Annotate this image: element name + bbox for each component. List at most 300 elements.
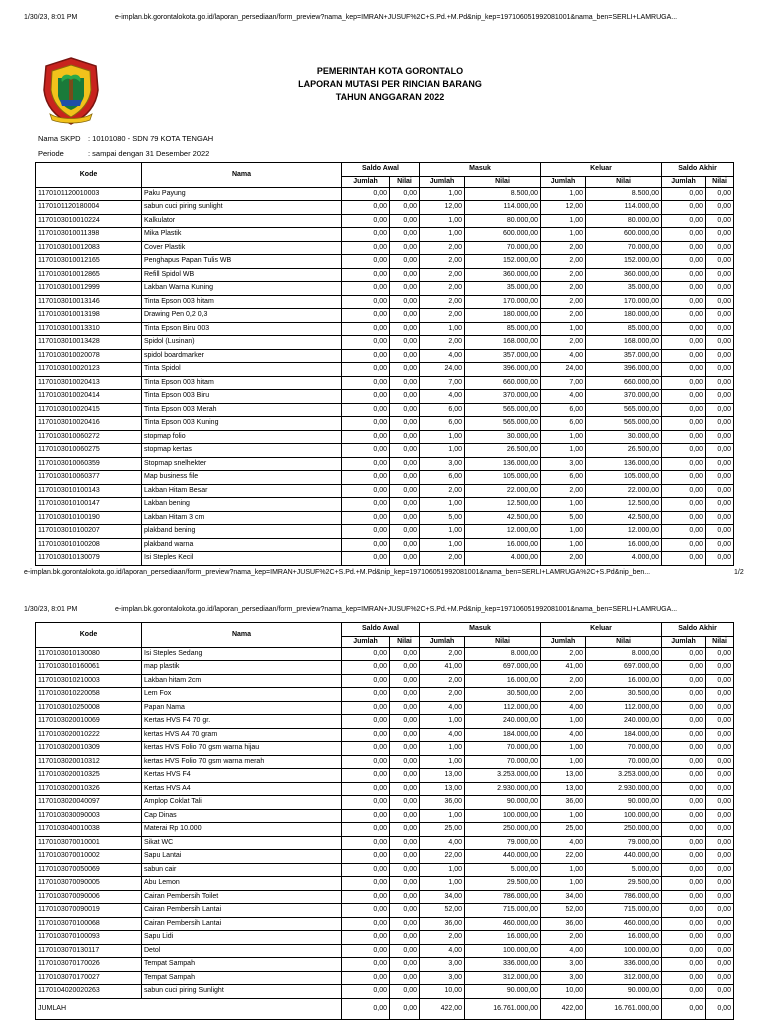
cell-value: 370.000,00: [586, 390, 662, 404]
report-title-line2: LAPORAN MUTASI PER RINCIAN BARANG: [298, 79, 482, 89]
cell-value: 0,00: [342, 241, 390, 255]
cell-value: 0,00: [342, 931, 390, 945]
cell-value: 0,00: [390, 728, 420, 742]
cell-value: 2,00: [541, 931, 586, 945]
cell-nama: Spidol (Lusinan): [142, 336, 342, 350]
cell-value: 0,00: [342, 877, 390, 891]
cell-value: 16.000,00: [465, 931, 541, 945]
cell-kode: 1170103040010038: [36, 823, 142, 837]
cell-value: 1,00: [541, 742, 586, 756]
cell-kode: 1170103010100143: [36, 484, 142, 498]
cell-value: 0,00: [662, 417, 706, 431]
col-saldo-awal: Saldo Awal: [342, 623, 420, 637]
cell-value: 0,00: [662, 430, 706, 444]
cell-kode: 1170103010130079: [36, 552, 142, 566]
cell-value: 0,00: [662, 647, 706, 661]
cell-value: 0,00: [706, 661, 734, 675]
table-row: [36, 511, 734, 525]
table-row: [36, 971, 734, 985]
cell-value: 0,00: [390, 228, 420, 242]
cell-value: 6,00: [541, 403, 586, 417]
cell-nama: sabun cuci piring sunlight: [142, 201, 342, 215]
cell-value: 25,00: [541, 823, 586, 837]
cell-value: 0,00: [390, 661, 420, 675]
cell-nama: Paku Payung: [142, 187, 342, 201]
col-keluar: Keluar: [541, 163, 662, 177]
cell-value: 2,00: [541, 647, 586, 661]
cell-value: 1,00: [420, 755, 465, 769]
cell-value: 4,00: [541, 701, 586, 715]
cell-value: 90.000,00: [586, 796, 662, 810]
jumlah-value: 0,00: [390, 998, 420, 1019]
cell-kode: 1170103020010326: [36, 782, 142, 796]
cell-nama: Kertas HVS F4: [142, 769, 342, 783]
cell-value: 0,00: [342, 701, 390, 715]
cell-value: 0,00: [662, 363, 706, 377]
cell-value: 0,00: [390, 917, 420, 931]
cell-value: 112.000,00: [586, 701, 662, 715]
cell-value: 0,00: [662, 538, 706, 552]
cell-value: 565.000,00: [586, 417, 662, 431]
cell-value: 0,00: [390, 403, 420, 417]
cell-value: 0,00: [390, 430, 420, 444]
table-row: [36, 390, 734, 404]
cell-value: 0,00: [662, 985, 706, 999]
cell-value: 0,00: [662, 525, 706, 539]
cell-value: 0,00: [390, 715, 420, 729]
cell-value: 80.000,00: [586, 214, 662, 228]
cell-value: 30.000,00: [465, 430, 541, 444]
cell-value: 0,00: [662, 511, 706, 525]
cell-kode: 1170103010020123: [36, 363, 142, 377]
col-jumlah: Jumlah: [662, 636, 706, 647]
cell-value: 136.000,00: [465, 457, 541, 471]
cell-value: 3.253.000,00: [465, 769, 541, 783]
cell-value: 0,00: [662, 309, 706, 323]
cell-value: 0,00: [662, 282, 706, 296]
cell-value: 5.000,00: [465, 863, 541, 877]
cell-nama: Tinta Epson 003 Kuning: [142, 417, 342, 431]
cell-value: 2,00: [541, 282, 586, 296]
cell-value: 180.000,00: [465, 309, 541, 323]
cell-value: 0,00: [706, 931, 734, 945]
cell-value: 0,00: [706, 376, 734, 390]
cell-value: 4,00: [541, 836, 586, 850]
cell-value: 90.000,00: [465, 985, 541, 999]
cell-value: 0,00: [706, 457, 734, 471]
cell-value: 0,00: [706, 836, 734, 850]
cell-value: 0,00: [706, 904, 734, 918]
cell-value: 2,00: [420, 484, 465, 498]
cell-value: 697.000,00: [586, 661, 662, 675]
cell-nama: sabun cuci piring Sunlight: [142, 985, 342, 999]
cell-kode: 1170103010013198: [36, 309, 142, 323]
cell-value: 0,00: [662, 769, 706, 783]
cell-nama: Tinta Epson Biru 003: [142, 322, 342, 336]
cell-value: 4,00: [420, 701, 465, 715]
cell-value: 2,00: [420, 336, 465, 350]
cell-nama: Abu Lemon: [142, 877, 342, 891]
table-row: [36, 850, 734, 864]
skpd-info: [38, 134, 213, 143]
cell-nama: Drawing Pen 0,2 0,3: [142, 309, 342, 323]
cell-value: 0,00: [390, 390, 420, 404]
cell-value: 0,00: [706, 769, 734, 783]
cell-value: 240.000,00: [586, 715, 662, 729]
cell-value: 1,00: [420, 715, 465, 729]
cell-value: 30.500,00: [465, 688, 541, 702]
table-row: [36, 471, 734, 485]
table-row: [36, 322, 734, 336]
cell-value: 100.000,00: [586, 809, 662, 823]
cell-value: 80.000,00: [465, 214, 541, 228]
cell-value: 786.000,00: [465, 890, 541, 904]
cell-kode: 1170103020040097: [36, 796, 142, 810]
jumlah-value: 422,00: [541, 998, 586, 1019]
jumlah-value: 0,00: [662, 998, 706, 1019]
cell-value: 1,00: [420, 498, 465, 512]
table-row: [36, 863, 734, 877]
cell-nama: Tinta Epson 003 Merah: [142, 403, 342, 417]
col-nilai: Nilai: [706, 176, 734, 187]
cell-value: 0,00: [706, 255, 734, 269]
cell-value: 5,00: [420, 511, 465, 525]
cell-kode: 1170103010250008: [36, 701, 142, 715]
table-row: [36, 214, 734, 228]
cell-nama: Penghapus Papan Tulis WB: [142, 255, 342, 269]
cell-value: 0,00: [342, 552, 390, 566]
jumlah-value: 0,00: [706, 998, 734, 1019]
cell-kode: 1170103070170026: [36, 958, 142, 972]
cell-value: 0,00: [662, 877, 706, 891]
cell-value: 0,00: [390, 823, 420, 837]
cell-value: 0,00: [662, 376, 706, 390]
cell-value: 0,00: [342, 688, 390, 702]
cell-value: 0,00: [706, 674, 734, 688]
cell-value: 240.000,00: [465, 715, 541, 729]
cell-value: 2,00: [541, 241, 586, 255]
cell-value: 2,00: [420, 688, 465, 702]
cell-value: 0,00: [706, 484, 734, 498]
cell-value: 0,00: [706, 715, 734, 729]
cell-value: 336.000,00: [586, 958, 662, 972]
col-kode: Kode: [36, 163, 142, 188]
cell-value: 0,00: [342, 823, 390, 837]
cell-value: 0,00: [706, 241, 734, 255]
cell-value: 0,00: [342, 904, 390, 918]
cell-value: 1,00: [420, 430, 465, 444]
cell-value: 0,00: [662, 917, 706, 931]
cell-value: 0,00: [390, 187, 420, 201]
cell-value: 0,00: [662, 836, 706, 850]
cell-value: 0,00: [390, 268, 420, 282]
cell-value: 0,00: [662, 336, 706, 350]
cell-value: 4,00: [420, 944, 465, 958]
cell-value: 70.000,00: [465, 742, 541, 756]
cell-value: 114.000,00: [465, 201, 541, 215]
cell-value: 0,00: [706, 850, 734, 864]
table-row: [36, 201, 734, 215]
table-row: [36, 295, 734, 309]
cell-value: 0,00: [342, 917, 390, 931]
cell-value: 0,00: [342, 836, 390, 850]
col-saldo-akhir: Saldo Akhir: [662, 623, 734, 637]
cell-value: 0,00: [390, 782, 420, 796]
cell-kode: 1170103010020414: [36, 390, 142, 404]
cell-value: 0,00: [662, 484, 706, 498]
col-jumlah: Jumlah: [342, 176, 390, 187]
table-row: [36, 715, 734, 729]
cell-nama: Isi Steples Kecil: [142, 552, 342, 566]
cell-value: 0,00: [342, 498, 390, 512]
cell-value: 0,00: [342, 417, 390, 431]
cell-kode: 1170103010100207: [36, 525, 142, 539]
cell-value: 0,00: [662, 322, 706, 336]
cell-value: 0,00: [342, 201, 390, 215]
cell-nama: Stopmap snelhekter: [142, 457, 342, 471]
cell-value: 600.000,00: [465, 228, 541, 242]
cell-value: 2,00: [420, 552, 465, 566]
cell-value: 4,00: [420, 728, 465, 742]
cell-value: 42.500,00: [465, 511, 541, 525]
cell-value: 0,00: [390, 498, 420, 512]
table-row: [36, 917, 734, 931]
cell-value: 4.000,00: [465, 552, 541, 566]
report-title-line1: PEMERINTAH KOTA GORONTALO: [316, 66, 464, 76]
cell-kode: 1170103010012865: [36, 268, 142, 282]
cell-kode: 1170103010020416: [36, 417, 142, 431]
cell-value: 0,00: [662, 228, 706, 242]
cell-nama: kertas HVS A4 70 gram: [142, 728, 342, 742]
cell-value: 22.000,00: [465, 484, 541, 498]
cell-value: 0,00: [342, 309, 390, 323]
cell-value: 0,00: [342, 525, 390, 539]
cell-value: 152.000,00: [465, 255, 541, 269]
cell-value: 4,00: [420, 836, 465, 850]
cell-value: 0,00: [390, 376, 420, 390]
cell-value: 0,00: [390, 471, 420, 485]
col-jumlah: Jumlah: [420, 176, 465, 187]
cell-value: 440.000,00: [586, 850, 662, 864]
cell-value: 1,00: [420, 444, 465, 458]
cell-value: 0,00: [342, 958, 390, 972]
cell-value: 0,00: [342, 809, 390, 823]
cell-value: 360.000,00: [586, 268, 662, 282]
cell-value: 100.000,00: [465, 809, 541, 823]
cell-value: 3.253.000,00: [586, 769, 662, 783]
col-jumlah: Jumlah: [541, 176, 586, 187]
cell-value: 786.000,00: [586, 890, 662, 904]
cell-value: 12,00: [420, 201, 465, 215]
table-row: [36, 498, 734, 512]
cell-value: 0,00: [390, 890, 420, 904]
cell-value: 396.000,00: [586, 363, 662, 377]
cell-value: 0,00: [390, 944, 420, 958]
cell-value: 0,00: [706, 444, 734, 458]
cell-value: 0,00: [342, 214, 390, 228]
table-row: [36, 904, 734, 918]
cell-nama: Lakban Hitam Besar: [142, 484, 342, 498]
cell-nama: kertas HVS Folio 70 gsm warna hijau: [142, 742, 342, 756]
cell-value: 2,00: [420, 295, 465, 309]
cell-value: 0,00: [342, 403, 390, 417]
table-row: [36, 809, 734, 823]
cell-value: 152.000,00: [586, 255, 662, 269]
table-row: [36, 661, 734, 675]
cell-value: 2,00: [541, 688, 586, 702]
col-nama: Nama: [142, 163, 342, 188]
cell-value: 0,00: [390, 525, 420, 539]
table-row: [36, 552, 734, 566]
cell-value: 0,00: [342, 363, 390, 377]
cell-value: 0,00: [342, 187, 390, 201]
cell-value: 1,00: [541, 322, 586, 336]
cell-value: 0,00: [662, 444, 706, 458]
cell-value: 0,00: [662, 674, 706, 688]
cell-value: 660.000,00: [586, 376, 662, 390]
cell-value: 184.000,00: [465, 728, 541, 742]
cell-nama: Lem Fox: [142, 688, 342, 702]
cell-value: 0,00: [342, 376, 390, 390]
cell-value: 2,00: [541, 309, 586, 323]
cell-value: 0,00: [390, 457, 420, 471]
cell-value: 22,00: [541, 850, 586, 864]
cell-kode: 1170103020010222: [36, 728, 142, 742]
cell-nama: Lakban Warna Kuning: [142, 282, 342, 296]
cell-value: 2,00: [420, 282, 465, 296]
cell-value: 0,00: [390, 538, 420, 552]
cell-value: 0,00: [662, 349, 706, 363]
cell-value: 16.000,00: [586, 538, 662, 552]
cell-value: 0,00: [706, 363, 734, 377]
cell-kode: 1170103010160061: [36, 661, 142, 675]
cell-value: 4,00: [420, 390, 465, 404]
cell-value: 3,00: [541, 958, 586, 972]
cell-value: 0,00: [662, 823, 706, 837]
cell-kode: 1170103010011398: [36, 228, 142, 242]
cell-nama: Papan Nama: [142, 701, 342, 715]
cell-kode: 1170103010012165: [36, 255, 142, 269]
col-nama: Nama: [142, 623, 342, 648]
cell-value: 0,00: [342, 282, 390, 296]
cell-value: 0,00: [390, 850, 420, 864]
cell-value: 0,00: [706, 877, 734, 891]
jumlah-label: JUMLAH: [36, 998, 342, 1019]
cell-value: 0,00: [662, 661, 706, 675]
skpd-label: Nama SKPD: [38, 134, 81, 143]
cell-value: 0,00: [662, 214, 706, 228]
table-row: [36, 444, 734, 458]
cell-value: 0,00: [706, 498, 734, 512]
cell-value: 0,00: [390, 647, 420, 661]
cell-kode: 1170103070010001: [36, 836, 142, 850]
cell-value: 0,00: [342, 944, 390, 958]
cell-value: 1,00: [541, 755, 586, 769]
cell-value: 2,00: [541, 268, 586, 282]
cell-value: 100.000,00: [465, 944, 541, 958]
col-jumlah: Jumlah: [541, 636, 586, 647]
cell-kode: 1170103010100190: [36, 511, 142, 525]
cell-value: 0,00: [390, 958, 420, 972]
cell-value: 0,00: [390, 985, 420, 999]
cell-kode: 1170103010060272: [36, 430, 142, 444]
table-row: [36, 228, 734, 242]
cell-value: 0,00: [390, 688, 420, 702]
cell-nama: Map business file: [142, 471, 342, 485]
report-title-line3: TAHUN ANGGARAN 2022: [335, 92, 445, 102]
cell-kode: 1170103020010309: [36, 742, 142, 756]
cell-value: 42.500,00: [586, 511, 662, 525]
cell-value: 1,00: [541, 430, 586, 444]
cell-kode: 1170103070090005: [36, 877, 142, 891]
cell-value: 0,00: [342, 322, 390, 336]
cell-value: 0,00: [662, 728, 706, 742]
cell-value: 0,00: [706, 511, 734, 525]
table-row: [36, 769, 734, 783]
cell-value: 0,00: [390, 755, 420, 769]
col-keluar: Keluar: [541, 623, 662, 637]
cell-value: 0,00: [662, 403, 706, 417]
cell-value: 715.000,00: [465, 904, 541, 918]
cell-value: 715.000,00: [586, 904, 662, 918]
cell-value: 52,00: [541, 904, 586, 918]
cell-nama: Sapu Lidi: [142, 931, 342, 945]
cell-value: 0,00: [390, 282, 420, 296]
cell-value: 0,00: [342, 674, 390, 688]
cell-value: 0,00: [342, 336, 390, 350]
cell-value: 1,00: [541, 498, 586, 512]
cell-value: 0,00: [662, 863, 706, 877]
table-row: [36, 484, 734, 498]
cell-value: 0,00: [390, 241, 420, 255]
cell-value: 112.000,00: [465, 701, 541, 715]
cell-value: 0,00: [662, 931, 706, 945]
cell-value: 0,00: [342, 796, 390, 810]
table-row: [36, 782, 734, 796]
table-row: [36, 836, 734, 850]
cell-value: 1,00: [541, 214, 586, 228]
skpd-value: : 10101080 - SDN 79 KOTA TENGAH: [88, 134, 214, 143]
cell-value: 36,00: [541, 796, 586, 810]
col-nilai: Nilai: [390, 176, 420, 187]
cell-value: 1,00: [541, 444, 586, 458]
cell-kode: 1170103020010325: [36, 769, 142, 783]
cell-nama: Lakban hitam 2cm: [142, 674, 342, 688]
cell-value: 370.000,00: [465, 390, 541, 404]
cell-value: 35.000,00: [465, 282, 541, 296]
cell-value: 0,00: [390, 796, 420, 810]
cell-value: 6,00: [420, 417, 465, 431]
cell-value: 13,00: [541, 769, 586, 783]
table-body-page2: [36, 647, 734, 1019]
cell-value: 0,00: [706, 322, 734, 336]
cell-value: 0,00: [390, 742, 420, 756]
cell-value: 1,00: [541, 715, 586, 729]
cell-value: 24,00: [541, 363, 586, 377]
cell-value: 2,00: [541, 552, 586, 566]
cell-value: 2,00: [541, 484, 586, 498]
periode-label: Periode: [38, 149, 64, 158]
table-row: [36, 282, 734, 296]
cell-nama: Sapu Lantai: [142, 850, 342, 864]
cell-nama: Cairan Pembersih Lantai: [142, 917, 342, 931]
cell-value: 1,00: [541, 538, 586, 552]
cell-value: 0,00: [342, 295, 390, 309]
table-row: [36, 890, 734, 904]
cell-value: 0,00: [706, 268, 734, 282]
cell-value: 0,00: [390, 214, 420, 228]
cell-value: 250.000,00: [586, 823, 662, 837]
